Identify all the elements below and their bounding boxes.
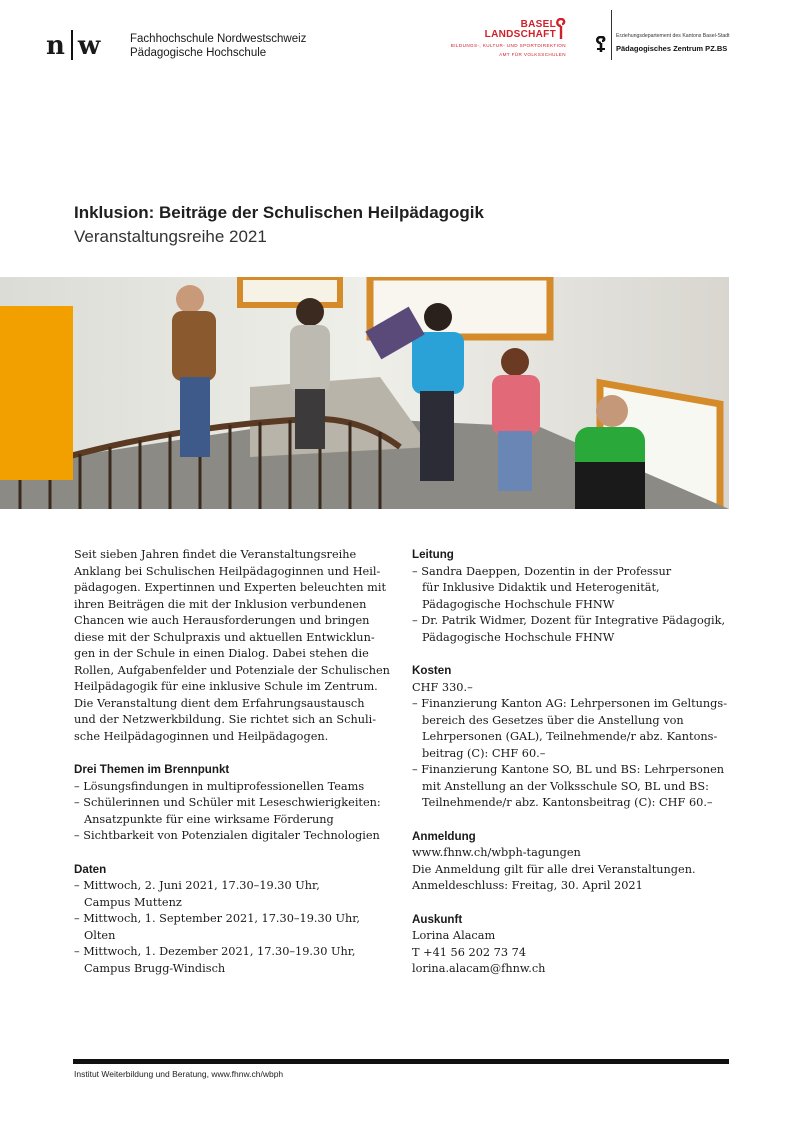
intro-text [74, 547, 394, 745]
anmeldung-link[interactable]: www.fhnw.ch/wbph-tagungen [412, 846, 581, 859]
staircase-photo [0, 277, 729, 509]
kosten-item-cont: mit Anstellung an der Volksschule SO, BL und BS: [422, 779, 709, 793]
anmeldung-heading: Anmeldung [412, 829, 476, 843]
leitung-item-text: – Sandra Daeppen, Dozentin in der Professur [412, 564, 672, 578]
intro-line: ihren Beiträgen die mit der Inklusion verbundenen [74, 597, 367, 611]
daten-item [74, 911, 394, 944]
kosten-item-text: – Finanzierung Kanton AG: Lehrpersonen im Geltungs- [412, 697, 728, 710]
themen-item-cont: Ansatzpunkte für eine wirksame Förderung [84, 812, 334, 826]
intro-line: und der Netzwerkbildung. Sie richtet sich an Schuli- [74, 713, 377, 726]
kosten-item-cont: Teilnehmende/r abz. Kantonsbeitrag (C): CHF 60.– [422, 796, 713, 809]
fhnw-logo [46, 30, 101, 60]
bs-department: Erziehungsdepartement des Kantons Basel-Stadt [616, 33, 730, 39]
fhnw-line-1: Fachhochschule Nordwestschweiz [130, 33, 307, 45]
footer-text: Institut Weiterbildung und Beratung, www.fhnw.ch/wbph [74, 1069, 284, 1079]
intro-line: Die Veranstaltung dient dem Erfahrungsaustausch [74, 696, 365, 710]
kosten-item [412, 762, 742, 812]
daten-heading: Daten [74, 862, 107, 876]
right-column [412, 547, 742, 978]
footer-bar [73, 1059, 729, 1064]
leitung-item-text: – Dr. Patrik Widmer, Dozent für Integrative Pädagogik, [412, 614, 726, 627]
fhnw-name [130, 32, 306, 60]
intro-line: gen in der Schule in einen Dialog. Dabei stehen die [74, 647, 369, 660]
auskunft-heading: Auskunft [412, 912, 463, 926]
anmeldung-deadline: Anmeldeschluss: Freitag, 30. April 2021 [412, 879, 643, 892]
header-divider [611, 10, 612, 60]
themen-item-text: – Lösungsfindungen in multiprofessionellen Teams [74, 779, 365, 793]
intro-line: Seit sieben Jahren findet die Veranstaltungsreihe [74, 548, 357, 561]
leitung-item [412, 613, 742, 646]
page-title: Inklusion: Beiträge der Schulischen Heilpädagogik [74, 203, 484, 222]
page-subtitle: Veranstaltungsreihe 2021 [74, 227, 267, 246]
leitung-item-cont: für Inklusive Didaktik und Heterogenität, [422, 581, 660, 594]
bl-sub-1: BILDUNGS-, KULTUR- UND SPORTDIREKTION [450, 43, 566, 48]
themen-item-text: – Sichtbarkeit von Potenzialen digitaler Technologien [74, 829, 380, 842]
themen-item [74, 828, 394, 845]
daten-item [74, 944, 394, 977]
basel-stadt-crozier-icon [594, 36, 608, 52]
orange-accent-block [0, 306, 73, 480]
leitung-item-cont: Pädagogische Hochschule FHNW [422, 597, 615, 611]
intro-line: Anklang bei Schulischen Heilpädagoginnen und Heil- [74, 564, 381, 578]
themen-item [74, 795, 394, 828]
bl-line-1: BASEL [520, 19, 556, 30]
contact-name: Lorina Alacam [412, 929, 496, 942]
leitung-heading: Leitung [412, 548, 454, 561]
daten-item-text: – Mittwoch, 1. Dezember 2021, 17.30–19.30 Uhr, [74, 945, 356, 958]
kosten-item-cont: Lehrpersonen (GAL), Teilnehmende/r abz. Kantons- [422, 730, 718, 743]
kosten-item [412, 696, 742, 762]
kosten-item-cont: beitrag (C): CHF 60.– [422, 746, 546, 760]
staircase-illustration [0, 277, 729, 509]
fhnw-line-2: Pädagogische Hochschule [130, 47, 267, 59]
kosten-price: CHF 330.– [412, 680, 473, 694]
bs-pz-name: Pädagogisches Zentrum PZ.BS [616, 44, 728, 53]
kosten-item-text: – Finanzierung Kantone SO, BL und BS: Lehrpersonen [412, 763, 725, 776]
intro-line: pädagogen. Expertinnen und Experten beleuchten mit [74, 581, 386, 594]
intro-line: Heilpädagogik für eine inklusive Schule im Zentrum. [74, 680, 378, 693]
intro-line: sche Heilpädagoginnen und Heilpädagogen. [74, 729, 329, 743]
daten-item [74, 878, 394, 911]
left-column [74, 547, 394, 977]
intro-line: Chancen wie auch Herausforderungen und bringen [74, 614, 370, 627]
intro-line: Rollen, Aufgabenfelder und Potenziale der Schulischen [74, 663, 390, 677]
bl-line-2: LANDSCHAFT [484, 29, 556, 40]
fhnw-logo-mark: n w [46, 31, 102, 61]
daten-item-text: – Mittwoch, 2. Juni 2021, 17.30–19.30 Uhr, [74, 879, 320, 892]
leitung-item [412, 564, 742, 614]
basel-landschaft-logo [438, 20, 566, 58]
daten-item-cont: Campus Muttenz [84, 895, 182, 909]
anmeldung-note: Die Anmeldung gilt für alle drei Veranstaltungen. [412, 862, 696, 876]
daten-item-cont: Olten [84, 928, 116, 942]
kosten-heading: Kosten [412, 664, 452, 677]
contact-phone[interactable]: T +41 56 202 73 74 [412, 945, 527, 959]
themen-item-text: – Schülerinnen und Schüler mit Leseschwierigkeiten: [74, 796, 381, 809]
daten-item-text: – Mittwoch, 1. September 2021, 17.30–19.30 Uhr, [74, 912, 361, 925]
themen-heading: Drei Themen im Brennpunkt [74, 763, 230, 776]
daten-item-cont: Campus Brugg-Windisch [84, 961, 226, 975]
kosten-item-cont: bereich des Gesetzes über die Anstellung von [422, 713, 684, 727]
intro-line: diese mit der Schulpraxis und aktuellen Entwicklun- [74, 630, 375, 644]
leitung-item-cont: Pädagogische Hochschule FHNW [422, 630, 615, 644]
themen-item [74, 779, 394, 796]
contact-email[interactable]: lorina.alacam@fhnw.ch [412, 962, 546, 975]
bl-sub-2: AMT FÜR VOLKSSCHULEN [499, 52, 566, 57]
crozier-icon [555, 18, 567, 40]
